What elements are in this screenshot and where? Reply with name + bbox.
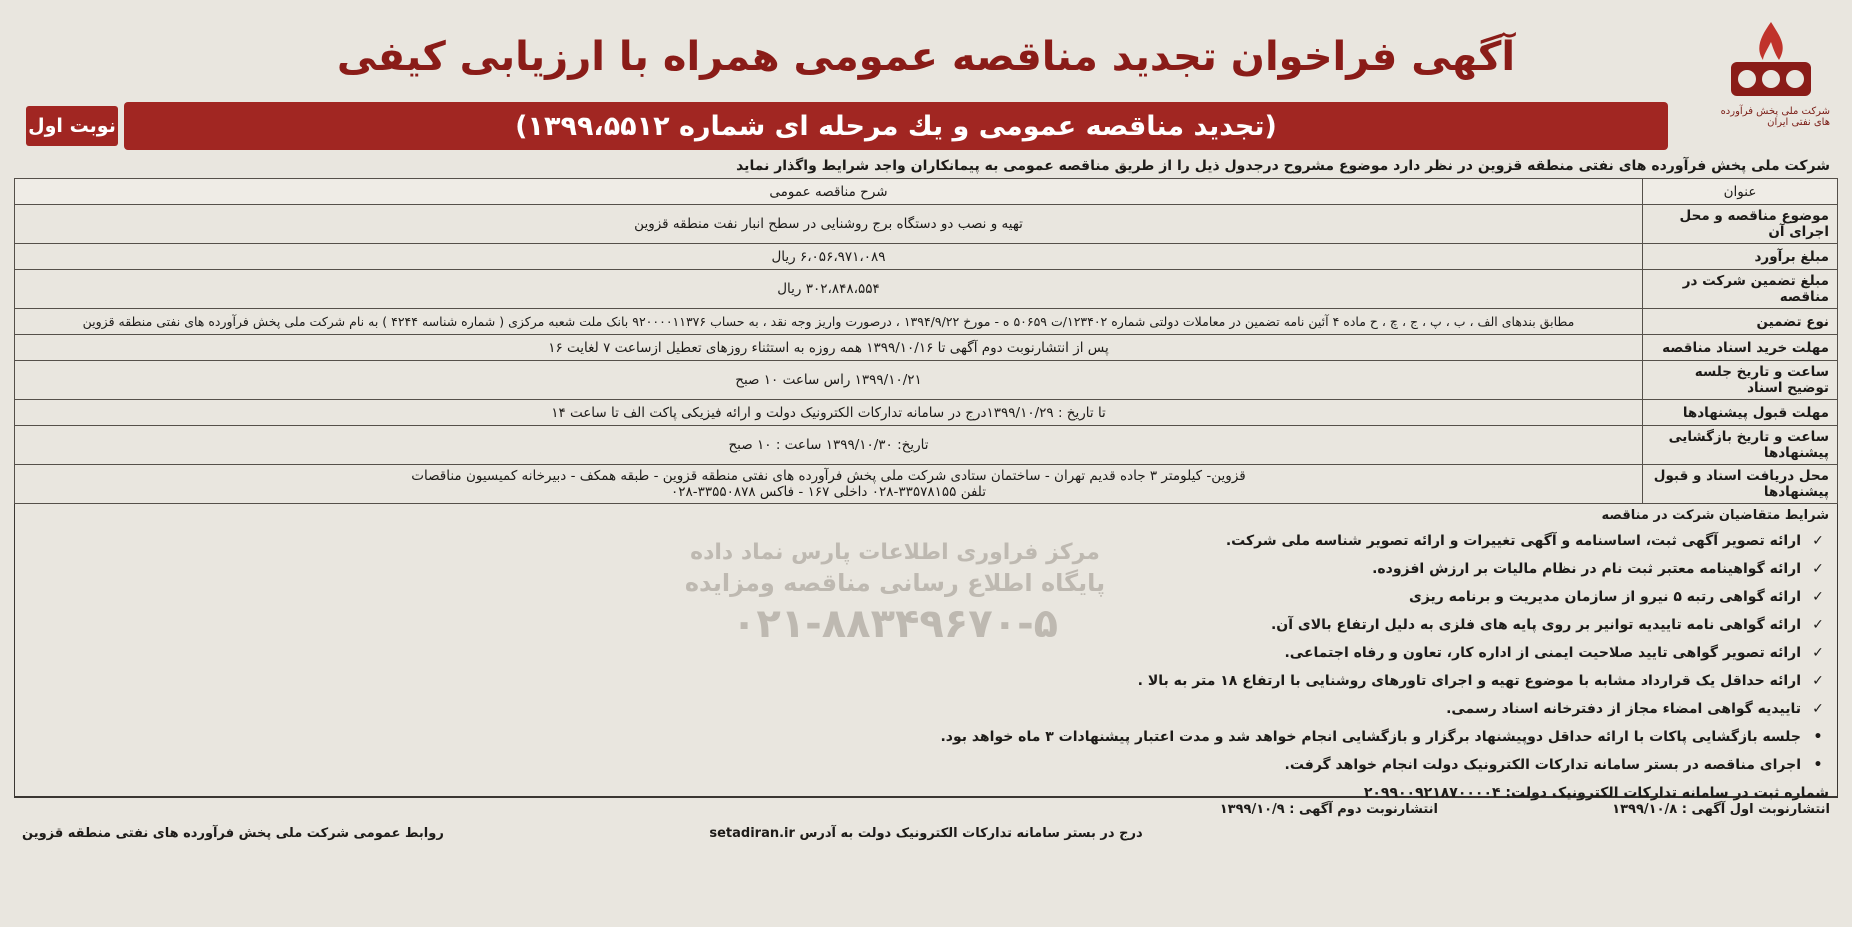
table-row — [15, 244, 1838, 270]
check-icon: ✓ — [1812, 617, 1824, 633]
table-row — [15, 400, 1838, 426]
public-relations: روابط عمومی شرکت ملی پخش فرآورده های نفتی منطقه قزوین — [22, 826, 444, 841]
conditions-title: شرایط متقاضیان شرکت در مناقصه — [1601, 508, 1829, 523]
table-row — [15, 361, 1838, 400]
condition-text: ارائه گواهی نامه تاییدیه توانیر بر روی پایه های فلزی به دلیل ارتفاع بالای آن. — [1270, 617, 1801, 633]
phone-line: تلفن ۳۳۵۷۸۱۵۵-۰۲۸ داخلی ۱۶۷ - فاکس ۳۳۵۵۰۸۷۸-۰۲۸ — [670, 484, 987, 500]
row-value: پس از انتشارنوبت دوم آگهی تا ۱۳۹۹/۱۰/۱۶ همه روزه به استثناء روزهای تعطیل ازساعت ۷ لغایت ۱۶ — [15, 335, 1643, 361]
table-row — [15, 335, 1838, 361]
row-label: مبلغ تضمین شرکت در مناقصه — [1643, 270, 1838, 309]
watermark-phone: ۰۲۱-۸۸۳۴۹۶۷۰-۵ — [731, 601, 1059, 647]
list-item — [15, 751, 1823, 779]
table-head-title: عنوان — [1643, 179, 1838, 205]
check-icon: ✓ — [1812, 701, 1824, 717]
notice-footer — [14, 797, 1838, 850]
row-label: ساعت و تاریخ جلسه توضیح اسناد — [1643, 361, 1838, 400]
list-item — [15, 695, 1824, 723]
bullet-icon: • — [1813, 729, 1823, 745]
second-publication-date: انتشارنوبت دوم آگهی : ۱۳۹۹/۱۰/۹ — [1219, 802, 1438, 817]
row-label: مهلت قبول پیشنهادها — [1643, 400, 1838, 426]
notice-header — [14, 6, 1838, 156]
setadiran-address: درج در بستر سامانه تدارکات الکترونیک دولت به آدرس setadiran.ir — [709, 826, 1143, 841]
row-label: مهلت خرید اسناد مناقصه — [1643, 335, 1838, 361]
condition-text: ارائه گواهینامه معتبر ثبت نام در نظام مالیات بر ارزش افزوده. — [1372, 561, 1801, 577]
condition-text: ارائه حداقل یک قرارداد مشابه با موضوع تهیه و اجرای تاورهای روشنایی با ارتفاع ۱۸ متر به بالا . — [1137, 673, 1801, 689]
condition-text: ارائه تصویر گواهی تایید صلاحیت ایمنی از اداره کار، تعاون و رفاه اجتماعی. — [1284, 645, 1801, 661]
round-badge: نوبت اول — [26, 106, 118, 146]
notice-subtitle: (تجدید مناقصه عمومی و یك مرحله ای شماره ۱۳۹۹،۵۵۱۲) — [124, 102, 1668, 150]
check-icon: ✓ — [1812, 589, 1824, 605]
row-label: مبلغ برآورد — [1643, 244, 1838, 270]
condition-text: ارائه تصویر آگهی ثبت، اساسنامه و آگهی تغییرات و ارائه تصویر شناسه ملی شرکت. — [1225, 533, 1801, 549]
row-value: ۶،۰۵۶،۹۷۱،۰۸۹ ریال — [15, 244, 1643, 270]
row-value: تا تاریخ : ۱۳۹۹/۱۰/۲۹درج در سامانه تدارکات الکترونیک دولت و ارائه فیزیکی پاکت الف تا ساعت ۱۴ — [15, 400, 1643, 426]
row-value: ۳۰۲،۸۴۸،۵۵۴ ریال — [15, 270, 1643, 309]
table-row — [15, 205, 1838, 244]
row-label: ساعت و تاریخ بازگشایی پیشنهادها — [1643, 426, 1838, 465]
notice-title: آگهی فراخوان تجدید مناقصه عمومی همراه با ارزیابی کیفی — [336, 34, 1516, 80]
intro-text: شرکت ملی پخش فرآورده های نفتی منطقه قزوین در نظر دارد موضوع مشروح درجدول ذیل را از طریق مناقصه عمومی به پیمانکاران واجد شرایط واگذار نماید — [736, 158, 1830, 174]
row-value: تاریخ: ۱۳۹۹/۱۰/۳۰ ساعت : ۱۰ صبح — [15, 426, 1643, 465]
list-item — [15, 723, 1823, 751]
watermark-stamp — [615, 540, 1175, 647]
table-row — [15, 270, 1838, 309]
check-icon: ✓ — [1812, 673, 1824, 689]
table-row — [15, 426, 1838, 465]
address-line: قزوین- کیلومتر ۳ جاده قدیم تهران - ساختمان ستادی شرکت ملی پخش فرآورده های نفتی منطقه قزوین - طبقه همکف - دبیرخانه کمیسیون مناقصات — [411, 468, 1246, 484]
watermark-line: پایگاه اطلاع رسانی مناقصه ومزایده — [684, 569, 1106, 597]
condition-text: ارائه گواهی رتبه ۵ نیرو از سازمان مدیریت و برنامه ریزی — [1409, 589, 1801, 605]
row-value — [15, 465, 1643, 504]
table-row — [15, 465, 1838, 504]
row-value: تهیه و نصب دو دستگاه برج روشنایی در سطح انبار نفت منطقه قزوین — [15, 205, 1643, 244]
condition-text: تاییدیه گواهی امضاء مجاز از دفترخانه اسناد رسمی. — [1446, 701, 1801, 717]
table-row — [15, 309, 1838, 335]
check-icon: ✓ — [1812, 533, 1824, 549]
condition-text: اجرای مناقصه در بستر سامانه تدارکات الکترونیک دولت انجام خواهد گرفت. — [1284, 757, 1801, 773]
registration-number: شماره ثبت در سامانه تدارکات الکترونیک دولت: ۲۰۹۹۰۰۹۲۱۸۷۰۰۰۰۴ — [1363, 785, 1829, 801]
condition-text: جلسه بازگشایی پاکات با ارائه حداقل دوپیشنهاد برگزار و بازگشایی انجام خواهد شد و مدت اعتبار پیشنهادات ۳ ماه خواهد بود. — [940, 729, 1801, 745]
table-head-desc: شرح مناقصه عمومی — [15, 179, 1643, 205]
check-icon: ✓ — [1812, 645, 1824, 661]
row-label: محل دریافت اسناد و قبول پیشنهادها — [1643, 465, 1838, 504]
first-publication-date: انتشارنوبت اول آگهی : ۱۳۹۹/۱۰/۸ — [1612, 802, 1830, 817]
logo-caption: شرکت ملی پخش فرآورده های نفتی ایران — [1720, 106, 1830, 128]
list-item — [15, 667, 1824, 695]
watermark-line: مرکز فراوری اطلاعات پارس نماد داده — [690, 540, 1100, 565]
conditions-section — [14, 504, 1838, 801]
bullet-icon: • — [1813, 757, 1823, 773]
row-label: نوع تضمین — [1643, 309, 1838, 335]
check-icon: ✓ — [1812, 561, 1824, 577]
tender-table — [14, 178, 1838, 504]
row-label: موضوع مناقصه و محل اجرای آن — [1643, 205, 1838, 244]
row-value: ۱۳۹۹/۱۰/۲۱ راس ساعت ۱۰ صبح — [15, 361, 1643, 400]
row-value: مطابق بندهای الف ، ب ، پ ، ج ، چ ، ح ماده ۴ آئین نامه تضمین در معاملات دولتی شماره ۱۲۳۴۰۲/ت ۵۰۶۵۹ ه - مورخ ۱۳۹۴/۹/۲۲ ، درصورت واریز وجه نقد ، به حساب ۹۲۰۰۰۰۱۱۳۷۶ بانک ملت شعبه مرکزی ( شماره شناسه ۴۲۴۴ ) به نام شرکت ملی پخش فرآورده های نفتی منطقه قزوین — [15, 309, 1643, 335]
